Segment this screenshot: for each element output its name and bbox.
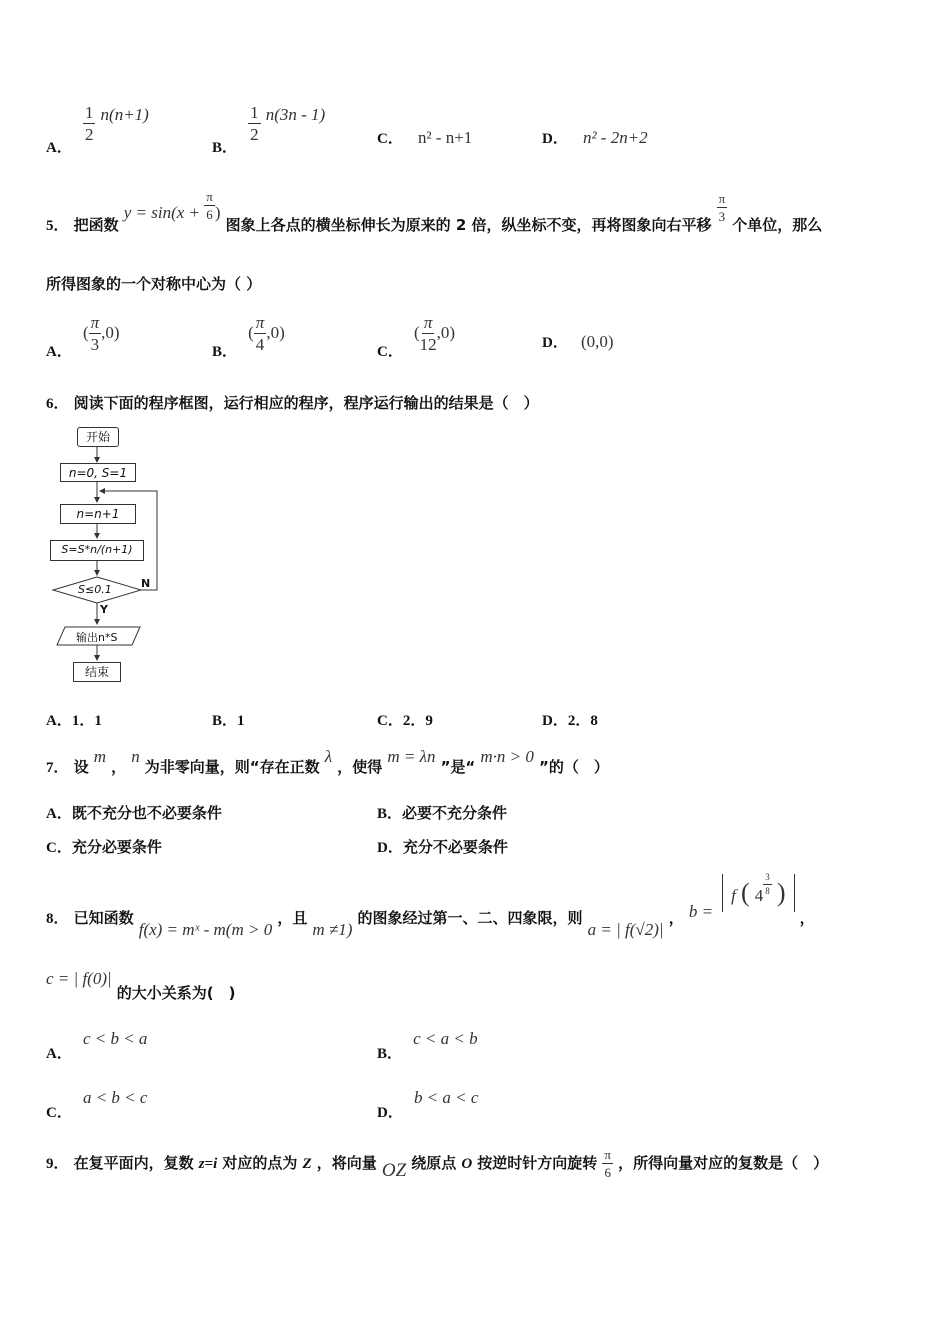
option-text: 2．9 (402, 713, 433, 729)
flowchart-end: 结束 (73, 662, 121, 682)
option-text: 必要不充分条件 (402, 804, 508, 822)
a-expression: a = | f(√2)| (587, 920, 664, 939)
b-abs-value: f ( 4 $\frac{3}{8}$ ) (722, 874, 794, 912)
q8-option-b (377, 1028, 478, 1062)
flowchart (40, 420, 180, 690)
option-label: C． (377, 713, 403, 729)
question-text: 把函数 (73, 216, 119, 234)
expression: n² - 2n+2 (582, 128, 648, 147)
c-expression: c = | f(0)| (46, 969, 112, 988)
q6-option-d (542, 709, 598, 730)
question-text: 个单位，那么 (732, 216, 823, 234)
option-text: 既不充分也不必要条件 (71, 804, 222, 822)
expression: c < a < b (413, 1029, 478, 1048)
option-label: D． (542, 335, 568, 351)
q9-stem: 9． 在复平面内，复数 z=i 对应的点为 Z ，将向量 OZ 绕原点 O 按逆时针方向旋转 $\frac{\pi}{6}$ ，所得向量对应的复数是（ ） (46, 1147, 829, 1181)
option-label: C． (377, 344, 403, 360)
option-label: D． (377, 840, 403, 856)
option-text: 充分必要条件 (71, 838, 162, 856)
expression: ,0) (436, 323, 456, 342)
question-number: 7． (46, 760, 69, 776)
option-label: D． (377, 1105, 403, 1121)
q5-option-b: B． ( $\frac{\pi}{4}$ ,0) (212, 313, 285, 360)
option-label: A． (46, 806, 72, 822)
q4-option-d (542, 127, 648, 148)
q8-stem: 8． 已知函数 f(x) = mˣ - m(m > 0 ，且 m ≠1) 的图象经过第一、二、四象限，则 a = | f(√2)| ， b = f ( 4 $\frac{3}{8}$ ) ， (46, 872, 815, 939)
flowchart-step-s: S=S*n/(n+1) (50, 540, 144, 561)
option-text: 2．8 (567, 713, 598, 729)
expression: n(n+1) (100, 105, 149, 124)
expression: (0,0) (580, 332, 614, 351)
flowchart-init: n=0, S=1 (60, 463, 136, 482)
q8-option-c (46, 1087, 148, 1121)
q4-option-a (46, 103, 149, 156)
fraction: $\frac{\pi}{4}$ (255, 313, 265, 354)
flowchart-output: 输出n*S (76, 631, 118, 644)
option-label: B． (212, 140, 238, 156)
option-label: D． (542, 713, 568, 729)
q8-stem-line2: c = | f(0)| 的大小关系为( ) (46, 969, 236, 1002)
q4-option-b (212, 103, 326, 156)
option-text: 1 (237, 713, 245, 729)
q7-option-a (46, 802, 222, 823)
q7-option-c (46, 836, 162, 857)
math-dot-product: m·n > 0 (480, 747, 534, 766)
q6-option-a (46, 709, 102, 730)
math-Z: Z (302, 1156, 312, 1172)
q5-option-c: C． ( $\frac{\pi}{12}$ ,0) (377, 313, 456, 360)
condition-expression: m ≠1) (312, 920, 353, 939)
q7-option-d (377, 836, 508, 857)
option-label: B． (377, 1046, 403, 1062)
math-m: m (93, 747, 106, 766)
math-lambda: λ (324, 747, 333, 766)
option-label: B． (377, 806, 403, 822)
q8-option-a (46, 1028, 148, 1062)
math-equation: m = λn (387, 747, 436, 766)
expression: a < b < c (82, 1088, 148, 1107)
option-text: 充分不必要条件 (402, 838, 508, 856)
option-label: C． (377, 131, 403, 147)
option-label: A． (46, 1046, 72, 1062)
q7-stem: 7． 设 m ， n 为非零向量，则“存在正数 λ ，使得 m = λn ”是“ m·n > 0 ”的（ ） (46, 747, 609, 776)
q5-option-a: A． ( $\frac{\pi}{3}$ ,0) (46, 313, 120, 360)
math-n: n (131, 747, 140, 766)
q6-stem (46, 392, 539, 413)
q4-option-c (377, 127, 472, 148)
option-label: B． (212, 344, 238, 360)
option-label: B． (212, 713, 238, 729)
function-expression: y = sin(x + (123, 203, 205, 222)
flowchart-start: 开始 (77, 427, 119, 447)
fraction: $\frac{\pi}{3}$ (90, 313, 100, 354)
q6-option-c (377, 709, 433, 730)
option-label: C． (46, 840, 72, 856)
question-number: 6． (46, 396, 69, 412)
option-label: A． (46, 140, 72, 156)
rotation-fraction: $\frac{\pi}{6}$ (604, 1147, 611, 1180)
q5-stem-line2: 所得图象的一个对称中心为（ ） (46, 275, 262, 293)
question-number: 5． (46, 218, 69, 234)
question-text: 图象上各点的横坐标伸长为原来的 2 倍，纵坐标不变，再将图象向右平移 (225, 216, 712, 234)
flowchart-yes-label: Y (100, 603, 108, 616)
question-number: 8． (46, 911, 69, 927)
fraction: $\frac{\pi}{3}$ (718, 191, 726, 224)
expression: ,0) (266, 323, 285, 342)
math-z: z=i (198, 1156, 218, 1172)
question-text: 阅读下面的程序框图，运行相应的程序，程序运行输出的结果是（ ） (73, 394, 539, 412)
expression: n(3n - 1) (265, 105, 326, 124)
fraction: $\frac{1}{2}$ (84, 103, 94, 144)
question-number: 9． (46, 1156, 69, 1172)
flowchart-no-label: N (141, 577, 151, 590)
exponent-fraction: $\frac{3}{8}$ (765, 872, 770, 896)
option-label: C． (46, 1105, 72, 1121)
math-O: O (461, 1156, 473, 1172)
expression: ,0) (101, 323, 120, 342)
option-label: D． (542, 131, 568, 147)
fraction: $\frac{1}{2}$ (250, 103, 259, 144)
expression: b < a < c (413, 1088, 479, 1107)
q6-option-b (212, 709, 245, 730)
option-label: A． (46, 713, 72, 729)
b-expression: b = (688, 902, 714, 921)
fraction: $\frac{\pi}{6}$ (206, 189, 213, 222)
option-label: A． (46, 344, 72, 360)
fraction: $\frac{\pi}{12}$ (419, 313, 437, 354)
vector-oz: OZ (381, 1160, 407, 1181)
q8-option-d (377, 1087, 479, 1121)
flowchart-condition: S≤0.1 (78, 583, 112, 596)
expression: c < b < a (82, 1029, 148, 1048)
q5-option-d (542, 331, 614, 352)
expression: n² - n+1 (417, 128, 473, 147)
q5-stem: 5． 把函数 y = sin(x + $\frac{\pi}{6}$ ) 图象上各点的横坐标伸长为原来的 2 倍，纵坐标不变，再将图象向右平移 $\frac{\pi}{3}$ 个单位，那么 (46, 189, 823, 234)
function-expression: f(x) = mˣ - m(m > 0 (138, 920, 273, 939)
option-text: 1．1 (71, 713, 102, 729)
q7-option-b (377, 802, 507, 823)
flowchart-step-n: n=n+1 (60, 504, 136, 524)
